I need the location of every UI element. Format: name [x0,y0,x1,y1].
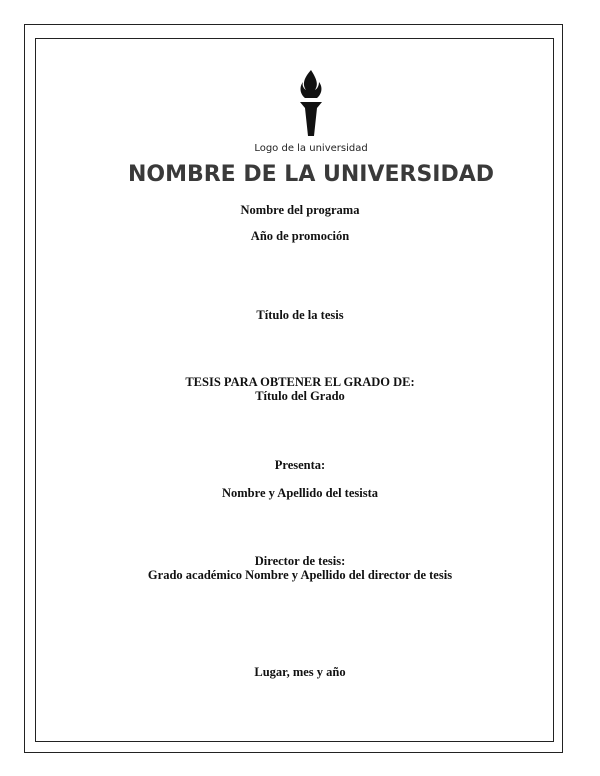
program-name: Nombre del programa [240,203,360,217]
presenter-name: Nombre y Apellido del tesista [221,486,379,500]
director-heading: Director de tesis: [254,554,346,568]
presenter-heading: Presenta: [274,458,326,472]
university-name: NOMBRE DE LA UNIVERSIDAD [127,162,495,187]
promotion-year: Año de promoción [250,229,350,243]
degree-title: Título del Grado [255,389,345,403]
thesis-title: Título de la tesis [256,308,344,322]
degree-heading: TESIS PARA OBTENER EL GRADO DE: [185,375,415,389]
logo-label: Logo de la universidad [254,143,368,154]
place-date: Lugar, mes y año [254,665,346,679]
director-name: Grado académico Nombre y Apellido del director de tesis [147,568,453,582]
torch-icon [296,70,326,140]
